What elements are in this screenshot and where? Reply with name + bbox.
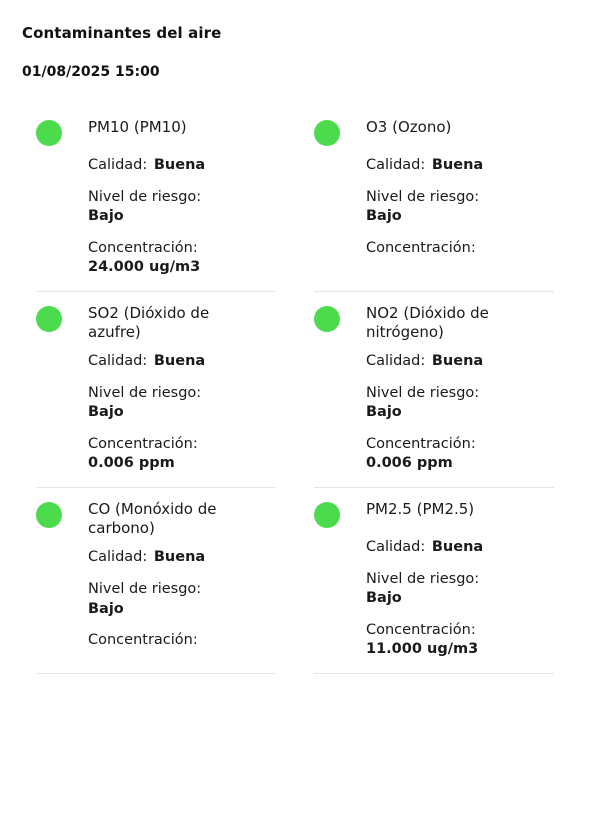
concentration-label: Concentración: bbox=[88, 632, 198, 649]
risk-value: Bajo bbox=[366, 590, 402, 607]
risk-field bbox=[88, 384, 290, 423]
quality-value: Buena bbox=[153, 157, 206, 173]
status-indicator-icon bbox=[36, 306, 62, 332]
status-indicator-icon bbox=[314, 120, 340, 146]
concentration-field bbox=[366, 435, 568, 474]
pollutant-header bbox=[36, 118, 290, 146]
risk-label: Nivel de riesgo: bbox=[366, 384, 480, 401]
pollutant-name: NO2 (Dióxido de nitrógeno) bbox=[366, 303, 489, 341]
quality-field bbox=[88, 156, 290, 176]
risk-label: Nivel de riesgo: bbox=[88, 384, 202, 401]
concentration-label: Concentración: bbox=[88, 435, 198, 452]
quality-label: Calidad: bbox=[88, 549, 148, 566]
pollutant-header bbox=[36, 304, 290, 342]
pollutant-fields bbox=[366, 156, 568, 258]
concentration-label: Concentración: bbox=[88, 239, 198, 256]
quality-field bbox=[366, 156, 568, 176]
quality-value: Buena bbox=[431, 353, 484, 370]
risk-label: Nivel de riesgo: bbox=[88, 580, 202, 597]
pollutant-card[interactable] bbox=[300, 106, 578, 292]
concentration-field bbox=[88, 435, 290, 474]
risk-field bbox=[366, 570, 568, 609]
pollutant-card[interactable] bbox=[22, 488, 300, 674]
concentration-label: Concentración: bbox=[366, 435, 476, 452]
concentration-value: 11.000 ug/m3 bbox=[366, 641, 479, 658]
quality-field bbox=[366, 538, 568, 558]
risk-label: Nivel de riesgo: bbox=[88, 188, 202, 205]
quality-label: Calidad: bbox=[366, 157, 426, 173]
pollutant-fields bbox=[88, 156, 290, 278]
pollutant-grid bbox=[22, 106, 578, 674]
pollutant-header bbox=[314, 304, 568, 342]
quality-label: Calidad: bbox=[88, 353, 148, 370]
status-indicator-icon bbox=[36, 120, 62, 146]
quality-field bbox=[88, 548, 290, 568]
status-indicator-icon bbox=[36, 502, 62, 528]
concentration-label: Concentración: bbox=[366, 239, 476, 256]
quality-field bbox=[366, 352, 568, 372]
pollutant-name: O3 (Ozono) bbox=[366, 118, 452, 136]
risk-value: Bajo bbox=[88, 600, 124, 617]
concentration-field bbox=[88, 239, 290, 278]
pollutant-fields bbox=[366, 538, 568, 660]
status-indicator-icon bbox=[314, 306, 340, 332]
pollutant-card[interactable] bbox=[300, 292, 578, 488]
risk-label: Nivel de riesgo: bbox=[366, 570, 480, 587]
risk-field bbox=[88, 188, 290, 227]
quality-label: Calidad: bbox=[88, 157, 148, 173]
quality-value: Buena bbox=[431, 539, 484, 555]
quality-label: Calidad: bbox=[366, 353, 426, 370]
concentration-field bbox=[366, 239, 568, 259]
concentration-value: 24.000 ug/m3 bbox=[88, 259, 201, 276]
status-indicator-icon bbox=[314, 502, 340, 528]
risk-field bbox=[88, 580, 290, 619]
quality-field bbox=[88, 352, 290, 372]
concentration-label: Concentración: bbox=[366, 621, 476, 638]
pollutant-fields bbox=[366, 352, 568, 474]
quality-value: Buena bbox=[153, 549, 206, 566]
risk-field bbox=[366, 188, 568, 227]
pollutant-fields bbox=[88, 548, 290, 650]
quality-label: Calidad: bbox=[366, 539, 426, 555]
pollutant-header bbox=[314, 500, 568, 528]
pollutant-name: CO (Monóxido de carbono) bbox=[88, 500, 217, 538]
risk-value: Bajo bbox=[366, 404, 402, 421]
risk-label: Nivel de riesgo: bbox=[366, 188, 480, 205]
pollutant-name: PM10 (PM10) bbox=[88, 118, 187, 136]
concentration-value: 0.006 ppm bbox=[366, 455, 453, 472]
pollutant-header bbox=[314, 118, 568, 146]
concentration-value: 0.006 ppm bbox=[88, 455, 175, 472]
pollutant-card[interactable] bbox=[22, 292, 300, 488]
pollutant-card[interactable] bbox=[300, 488, 578, 674]
risk-value: Bajo bbox=[88, 208, 124, 225]
pollutant-fields bbox=[88, 352, 290, 474]
risk-field bbox=[366, 384, 568, 423]
risk-value: Bajo bbox=[88, 404, 124, 421]
measurement-datetime: 01/08/2025 15:00 bbox=[22, 64, 160, 80]
pollutant-name: SO2 (Dióxido de azufre) bbox=[88, 303, 210, 341]
quality-value: Buena bbox=[153, 353, 206, 370]
quality-value: Buena bbox=[431, 157, 484, 173]
pollutant-header bbox=[36, 500, 290, 538]
concentration-field bbox=[366, 621, 568, 660]
risk-value: Bajo bbox=[366, 208, 402, 225]
pollutant-card[interactable] bbox=[22, 106, 300, 292]
concentration-field bbox=[88, 631, 290, 651]
page-title: Contaminantes del aire bbox=[22, 24, 222, 42]
pollutant-name: PM2.5 (PM2.5) bbox=[366, 500, 475, 518]
